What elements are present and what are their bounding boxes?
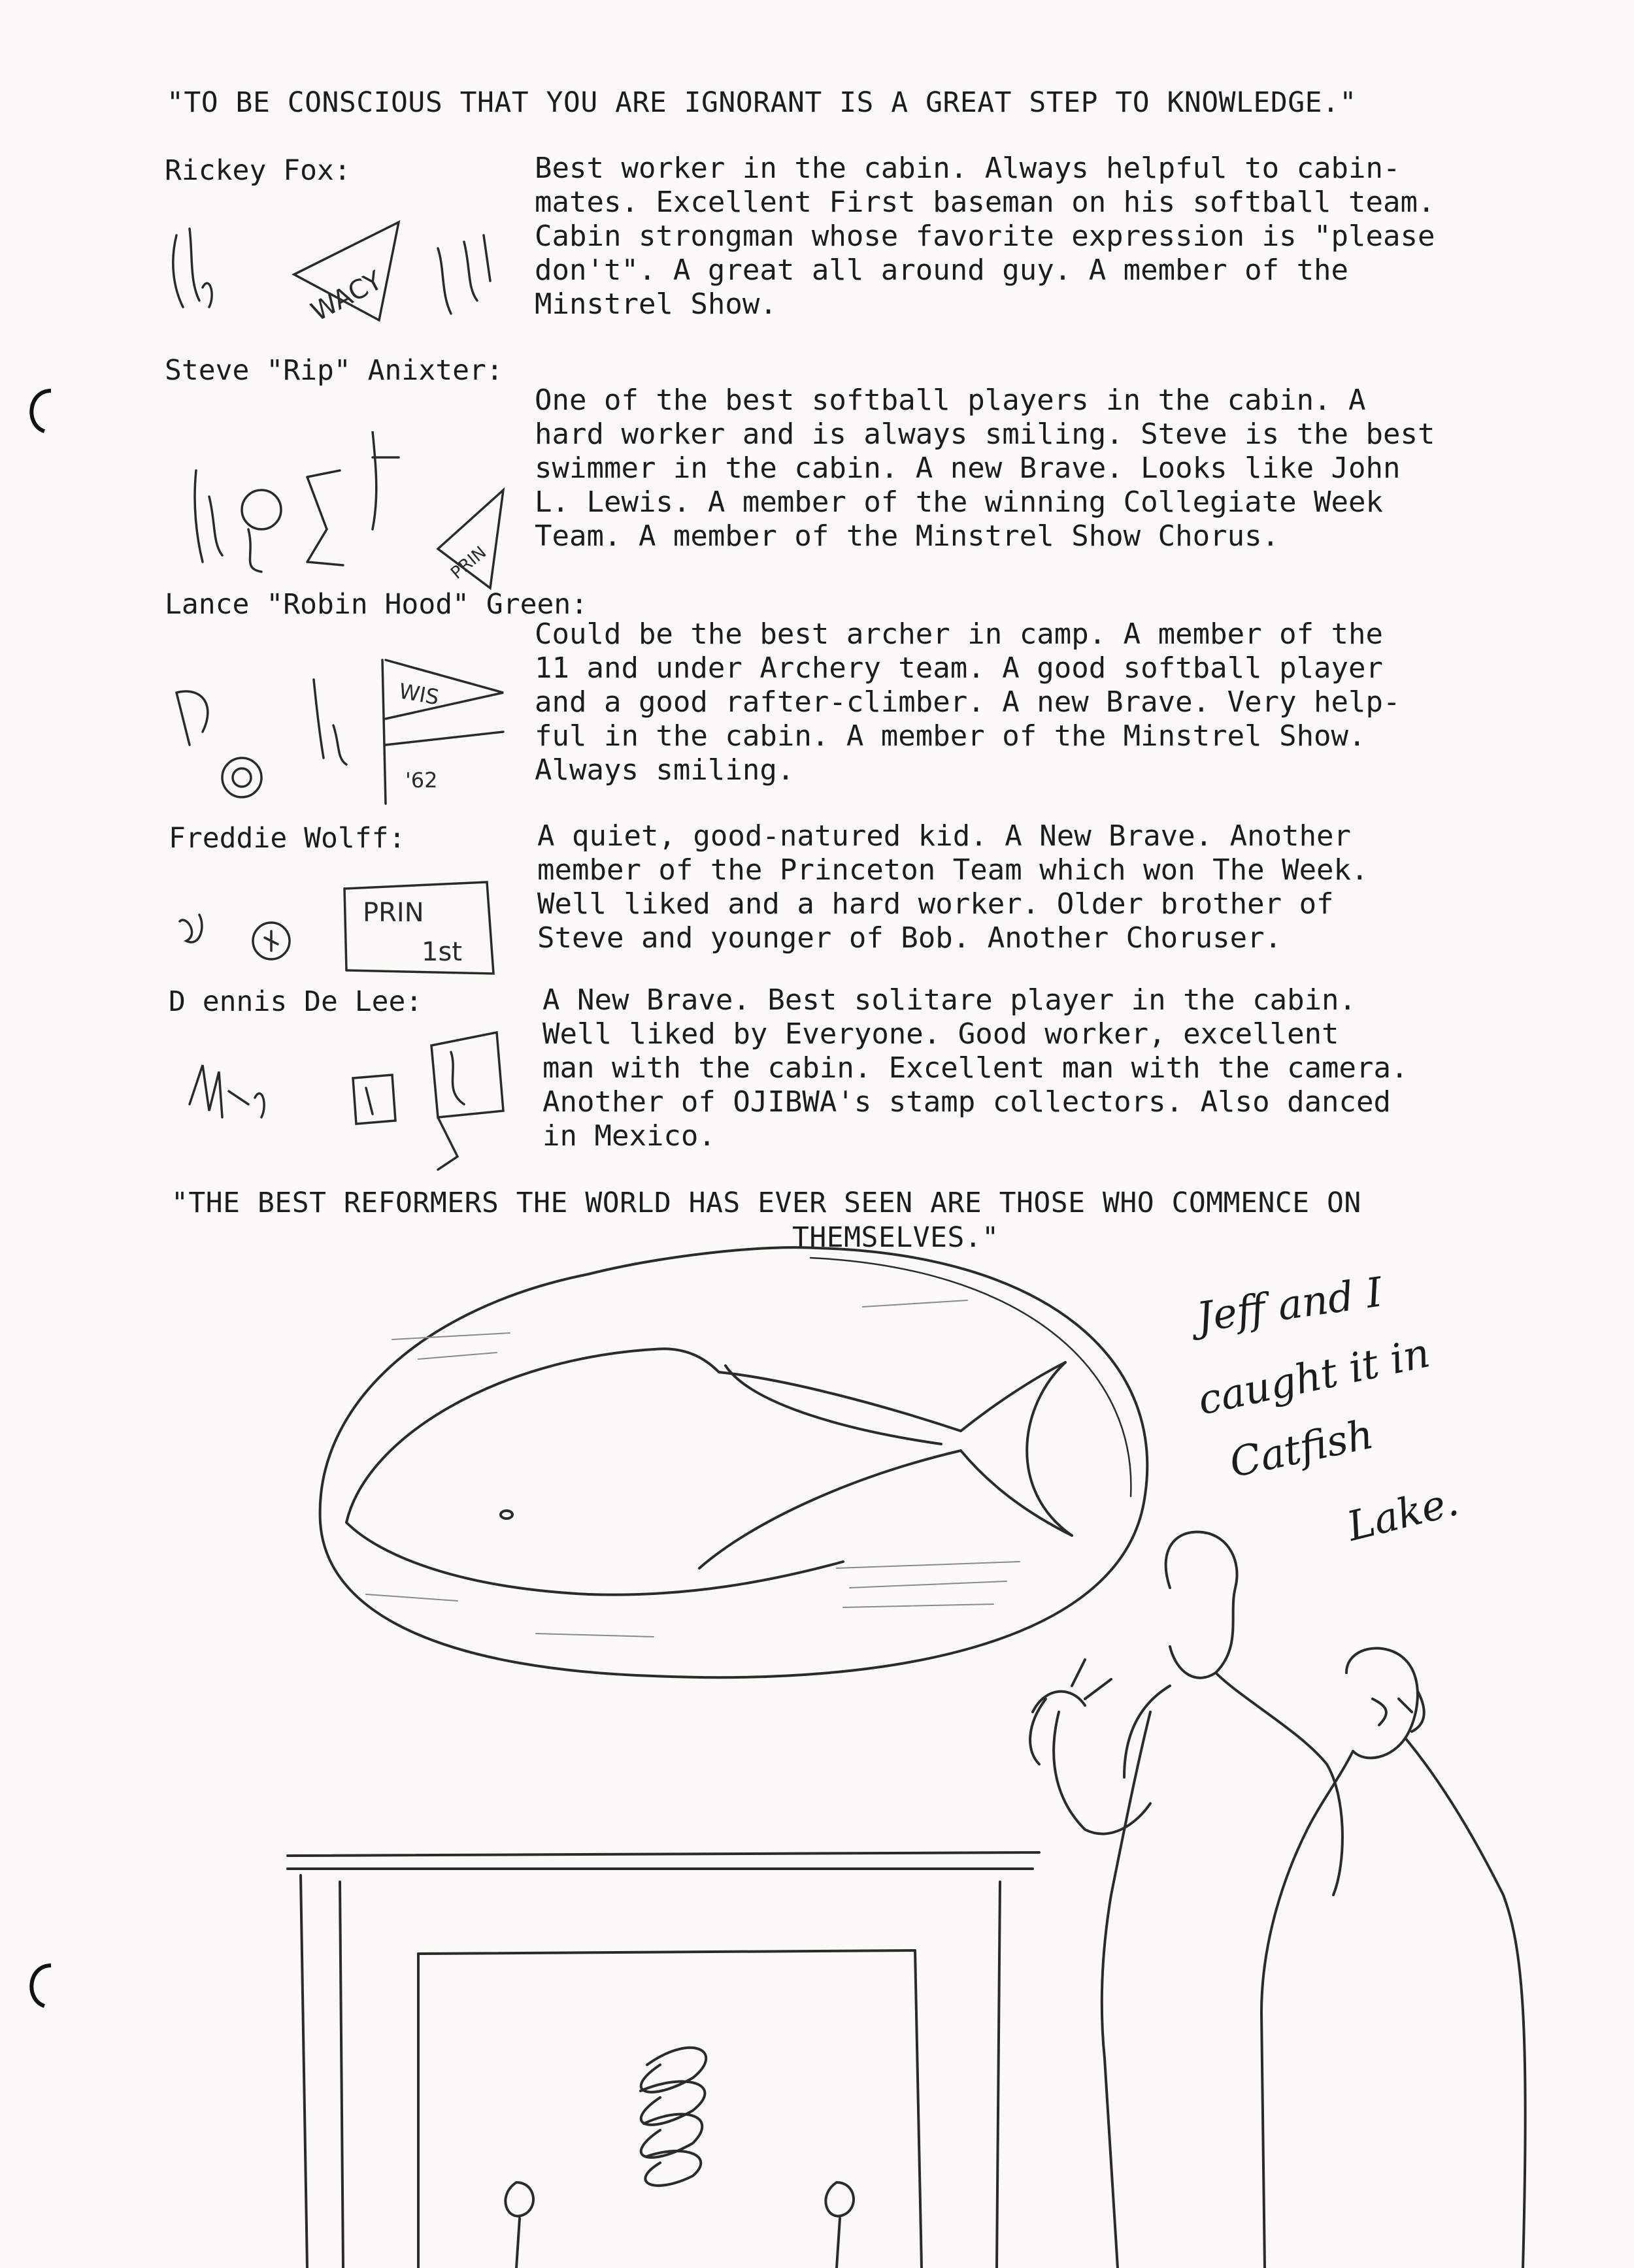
description-line: ful in the cabin. A member of the Minstrel Show. [535, 719, 1366, 753]
pennant-text: '62 [405, 768, 438, 793]
description-line: man with the cabin. Excellent man with the camera. [542, 1051, 1409, 1085]
description-line: One of the best softball players in the cabin. A [535, 384, 1366, 417]
cartoon-note-line: Catfish [1225, 1409, 1378, 1487]
description-line: Cabin strongman whose favorite expression is "please [535, 220, 1435, 253]
entry-name-lance-green: Lance "Robin Hood" Green: [165, 588, 588, 621]
description-line: Could be the best archer in camp. A member of the [535, 617, 1384, 651]
description-line: Team. A member of the Minstrel Show Chorus. [535, 519, 1280, 553]
description-line: don't". A great all around guy. A member of the [535, 254, 1349, 287]
description-line: in Mexico. [542, 1119, 716, 1153]
description-line: Well liked and a hard worker. Older brother of [537, 887, 1334, 921]
description-line: and a good rafter-climber. A new Brave. Very help- [535, 685, 1401, 719]
description-line: Another of OJIBWA's stamp collectors. Also danced [542, 1085, 1392, 1119]
cartoon-note-line: Lake. [1342, 1477, 1463, 1551]
pennant-text: PRIN [447, 542, 491, 583]
bottom-quote-line-1: "THE BEST REFORMERS THE WORLD HAS EVER SEEN ARE THOSE WHO COMMENCE ON [171, 1187, 1361, 1219]
description-line: Steve and younger of Bob. Another Choruser. [537, 921, 1282, 955]
pennant-text: PRIN [363, 898, 424, 928]
description-line: member of the Princeton Team which won The Week. [537, 853, 1369, 887]
entry-name-rickey-fox: Rickey Fox: [165, 154, 351, 187]
entry-name-steve-anixter: Steve "Rip" Anixter: [165, 354, 503, 387]
pennant-text: WACY [306, 265, 388, 328]
description-line: A quiet, good-natured kid. A New Brave. Another [537, 819, 1352, 853]
description-line: A New Brave. Best solitare player in the cabin. [542, 983, 1357, 1017]
description-line: Minstrel Show. [535, 288, 777, 321]
description-line: Best worker in the cabin. Always helpful to cabin- [535, 152, 1401, 185]
description-line: swimmer in the cabin. A new Brave. Looks like John [535, 452, 1401, 485]
description-line: 11 and under Archery team. A good softball player [535, 651, 1384, 685]
entry-name-dennis-de-lee: D ennis De Lee: [169, 985, 423, 1018]
entry-name-freddie-wolff: Freddie Wolff: [169, 822, 406, 855]
pennant-text: 1st [422, 937, 462, 967]
description-line: hard worker and is always smiling. Steve is the best [535, 418, 1435, 451]
description-line: Always smiling. [535, 753, 795, 787]
description-line: mates. Excellent First baseman on his softball team. [535, 186, 1435, 219]
top-quote: "TO BE CONSCIOUS THAT YOU ARE IGNORANT IS A GREAT STEP TO KNOWLEDGE." [167, 86, 1357, 119]
description-line: Well liked by Everyone. Good worker, excellent [542, 1017, 1339, 1051]
cartoon-note-line: caught it in [1193, 1328, 1434, 1424]
description-line: L. Lewis. A member of the winning Collegiate Week [535, 485, 1384, 519]
pennant-text: WIS [397, 678, 441, 710]
cartoon-note-line: Jeff and I [1193, 1268, 1386, 1341]
bottom-quote-line-2: THEMSELVES." [792, 1221, 999, 1254]
